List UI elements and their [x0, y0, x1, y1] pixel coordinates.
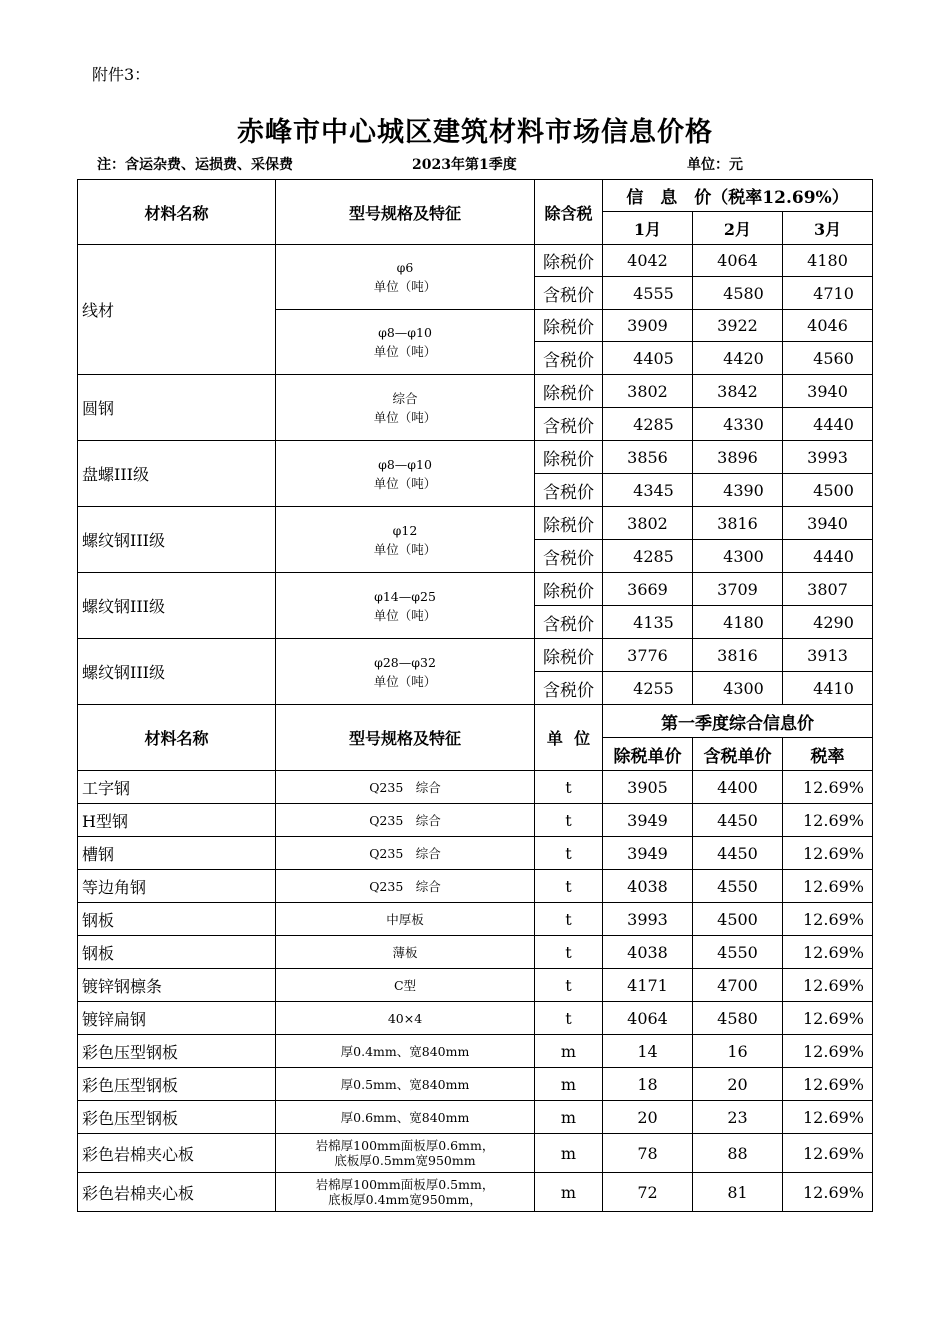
unit-cell: t	[535, 870, 603, 903]
col-header-month: 2月	[693, 212, 783, 245]
inc-price: 4580	[693, 1002, 783, 1035]
table-row	[78, 936, 873, 969]
spec-cell	[276, 1173, 535, 1212]
price-type-label: 除税价	[535, 639, 603, 672]
unit-cell: m	[535, 1134, 603, 1173]
spec-cell: 厚0.6mm、宽840mm	[276, 1101, 535, 1134]
price-value: 3816	[693, 507, 783, 540]
unit-cell: m	[535, 1035, 603, 1068]
inc-price: 81	[693, 1173, 783, 1212]
price-value: 3669	[603, 573, 693, 606]
tax-rate: 12.69%	[783, 837, 873, 870]
spec-size: φ8—φ10	[378, 325, 432, 340]
spec-cell	[276, 375, 535, 441]
spec-cell: Q235 综合	[276, 837, 535, 870]
ex-price: 4064	[603, 1002, 693, 1035]
tax-rate: 12.69%	[783, 903, 873, 936]
spec-unit: 单位（吨）	[373, 475, 437, 491]
price-value: 3709	[693, 573, 783, 606]
price-type-label: 含税价	[535, 342, 603, 375]
price-type-label: 除税价	[535, 245, 603, 277]
spec-cell	[276, 573, 535, 639]
material-name: 线材	[78, 245, 276, 375]
price-value: 4560	[783, 342, 873, 375]
spec-cell	[276, 639, 535, 705]
col-header-month: 3月	[783, 212, 873, 245]
tax-rate: 12.69%	[783, 804, 873, 837]
spec-cell: C型	[276, 969, 535, 1002]
price-value: 4255	[603, 672, 693, 705]
ex-price: 78	[603, 1134, 693, 1173]
price-value: 3816	[693, 639, 783, 672]
price-value: 4330	[693, 408, 783, 441]
price-value: 4555	[603, 277, 693, 310]
price-value: 4285	[603, 540, 693, 573]
price-type-label: 除税价	[535, 441, 603, 474]
tax-rate: 12.69%	[783, 1134, 873, 1173]
price-type-label: 含税价	[535, 540, 603, 573]
ex-price: 4171	[603, 969, 693, 1002]
inc-price: 4500	[693, 903, 783, 936]
tax-rate: 12.69%	[783, 870, 873, 903]
inc-price: 4450	[693, 804, 783, 837]
spec-unit: 单位（吨）	[373, 279, 437, 294]
table-row	[78, 771, 873, 804]
table-row	[78, 375, 873, 408]
spec-unit: 单位（吨）	[373, 409, 437, 425]
material-name: 盘螺III级	[78, 441, 276, 507]
spec-size: φ12	[392, 522, 418, 538]
unit-cell: t	[535, 1002, 603, 1035]
price-value: 3909	[603, 310, 693, 342]
material-name: 槽钢	[78, 837, 276, 870]
ex-price: 20	[603, 1101, 693, 1134]
table-row	[78, 507, 873, 540]
price-value: 4440	[783, 540, 873, 573]
material-name: 等边角钢	[78, 870, 276, 903]
tax-rate: 12.69%	[783, 771, 873, 804]
ex-price: 3949	[603, 804, 693, 837]
tax-rate: 12.69%	[783, 1101, 873, 1134]
period-label: 2023年第1季度	[412, 157, 517, 173]
price-type-label: 含税价	[535, 672, 603, 705]
price-value: 3802	[603, 375, 693, 408]
table-row	[78, 1035, 873, 1068]
price-type-label: 除税价	[535, 573, 603, 606]
page-title: 赤峰市中心城区建筑材料市场信息价格	[237, 117, 713, 148]
material-name: 钢板	[78, 936, 276, 969]
price-value: 4285	[603, 408, 693, 441]
ex-price: 3905	[603, 771, 693, 804]
spec-cell	[276, 507, 535, 573]
price-value: 4180	[783, 245, 873, 277]
col-header-quarter-price: 第一季度综合信息价	[603, 705, 873, 738]
currency-unit-label: 单位：元	[687, 157, 743, 173]
price-value: 3922	[693, 310, 783, 342]
cost-note: 注：含运杂费、运损费、采保费	[97, 157, 293, 173]
inc-price: 88	[693, 1134, 783, 1173]
price-value: 4410	[783, 672, 873, 705]
col-header-unit: 单 位	[535, 705, 603, 771]
tax-rate: 12.69%	[783, 936, 873, 969]
material-name: 镀锌钢檩条	[78, 969, 276, 1002]
material-name: 圆钢	[78, 375, 276, 441]
tax-rate: 12.69%	[783, 1068, 873, 1101]
table-row	[78, 804, 873, 837]
col-header-inc-price: 含税单价	[693, 738, 783, 771]
material-name: 钢板	[78, 903, 276, 936]
spec-unit: 单位（吨）	[373, 344, 437, 359]
price-value: 4300	[693, 540, 783, 573]
material-name: 螺纹钢III级	[78, 507, 276, 573]
spec-cell: Q235 综合	[276, 870, 535, 903]
price-value: 4500	[783, 474, 873, 507]
price-value: 3807	[783, 573, 873, 606]
material-name: 彩色岩棉夹心板	[78, 1134, 276, 1173]
spec-cell: 中厚板	[276, 903, 535, 936]
table-row	[78, 903, 873, 936]
spec-cell: 厚0.4mm、宽840mm	[276, 1035, 535, 1068]
price-value: 4440	[783, 408, 873, 441]
spec-cell	[276, 245, 535, 310]
table-row	[78, 870, 873, 903]
material-name: 彩色压型钢板	[78, 1068, 276, 1101]
table-row	[78, 1101, 873, 1134]
table-row	[78, 639, 873, 672]
spec-cell: 厚0.5mm、宽840mm	[276, 1068, 535, 1101]
price-type-label: 含税价	[535, 606, 603, 639]
tax-rate: 12.69%	[783, 1002, 873, 1035]
col-header-name: 材料名称	[78, 180, 276, 245]
spec-line: 底板厚0.4mm宽950mm，	[328, 1192, 482, 1207]
unit-cell: t	[535, 771, 603, 804]
unit-cell: m	[535, 1068, 603, 1101]
ex-price: 4038	[603, 936, 693, 969]
price-value: 4135	[603, 606, 693, 639]
ex-price: 4038	[603, 870, 693, 903]
ex-price: 18	[603, 1068, 693, 1101]
material-name: 彩色压型钢板	[78, 1101, 276, 1134]
price-value: 3940	[783, 375, 873, 408]
attachment-label: 附件3：	[92, 65, 151, 84]
price-value: 4710	[783, 277, 873, 310]
table-row	[78, 837, 873, 870]
material-name: 彩色压型钢板	[78, 1035, 276, 1068]
price-value: 3842	[693, 375, 783, 408]
tax-rate: 12.69%	[783, 969, 873, 1002]
col-header-ex-price: 除税单价	[603, 738, 693, 771]
spec-cell: 薄板	[276, 936, 535, 969]
unit-cell: m	[535, 1173, 603, 1212]
inc-price: 23	[693, 1101, 783, 1134]
tax-rate: 12.69%	[783, 1035, 873, 1068]
price-type-label: 除税价	[535, 507, 603, 540]
table-row	[78, 1134, 873, 1173]
price-value: 3776	[603, 639, 693, 672]
price-value: 4042	[603, 245, 693, 277]
spec-size: φ6	[396, 260, 414, 275]
col-header-spec: 型号规格及特征	[276, 705, 535, 771]
unit-cell: t	[535, 837, 603, 870]
unit-cell: t	[535, 969, 603, 1002]
price-value: 3896	[693, 441, 783, 474]
spec-cell: 40×4	[276, 1002, 535, 1035]
table-row	[78, 1068, 873, 1101]
price-table	[77, 179, 873, 1212]
price-value: 4290	[783, 606, 873, 639]
price-value: 4300	[693, 672, 783, 705]
price-value: 3993	[783, 441, 873, 474]
spec-line: 岩棉厚100mm面板厚0.6mm，	[315, 1138, 495, 1153]
inc-price: 4550	[693, 870, 783, 903]
spec-unit: 单位（吨）	[373, 673, 437, 689]
ex-price: 14	[603, 1035, 693, 1068]
price-value: 4405	[603, 342, 693, 375]
price-type-label: 含税价	[535, 277, 603, 310]
spec-line: 底板厚0.5mm宽950mm	[334, 1153, 476, 1168]
inc-price: 4550	[693, 936, 783, 969]
table-row	[78, 573, 873, 606]
spec-cell: Q235 综合	[276, 804, 535, 837]
spec-cell	[276, 1134, 535, 1173]
material-name: 工字钢	[78, 771, 276, 804]
table-row	[78, 1173, 873, 1212]
spec-size: 综合	[392, 390, 418, 406]
price-value: 4046	[783, 310, 873, 342]
col-header-spec: 型号规格及特征	[276, 180, 535, 245]
inc-price: 16	[693, 1035, 783, 1068]
material-name: 镀锌扁钢	[78, 1002, 276, 1035]
table-row	[78, 245, 873, 277]
inc-price: 4700	[693, 969, 783, 1002]
inc-price: 4400	[693, 771, 783, 804]
inc-price: 4450	[693, 837, 783, 870]
spec-unit: 单位（吨）	[373, 607, 437, 623]
col-header-name: 材料名称	[78, 705, 276, 771]
spec-cell: Q235 综合	[276, 771, 535, 804]
price-value: 4390	[693, 474, 783, 507]
tax-rate: 12.69%	[783, 1173, 873, 1212]
header-row	[78, 180, 873, 212]
price-value: 3940	[783, 507, 873, 540]
price-type-label: 含税价	[535, 474, 603, 507]
price-type-label: 含税价	[535, 408, 603, 441]
unit-cell: t	[535, 903, 603, 936]
material-name: 螺纹钢III级	[78, 639, 276, 705]
spec-size: φ28—φ32	[374, 654, 436, 670]
unit-cell: m	[535, 1101, 603, 1134]
ex-price: 3993	[603, 903, 693, 936]
col-header-tax: 除含税	[535, 180, 603, 245]
col-header-month: 1月	[603, 212, 693, 245]
price-type-label: 除税价	[535, 375, 603, 408]
header-row	[78, 705, 873, 738]
unit-cell: t	[535, 804, 603, 837]
spec-unit: 单位（吨）	[373, 541, 437, 557]
spec-line: 岩棉厚100mm面板厚0.5mm，	[315, 1177, 495, 1192]
ex-price: 3949	[603, 837, 693, 870]
table-row	[78, 969, 873, 1002]
price-value: 3913	[783, 639, 873, 672]
price-type-label: 除税价	[535, 310, 603, 342]
spec-cell	[276, 441, 535, 507]
material-name: 螺纹钢III级	[78, 573, 276, 639]
col-header-info-price: 信 息 价（税率12.69%）	[603, 180, 873, 212]
spec-size: φ14—φ25	[374, 588, 436, 604]
table-row	[78, 1002, 873, 1035]
price-value: 4580	[693, 277, 783, 310]
unit-cell: t	[535, 936, 603, 969]
price-value: 4064	[693, 245, 783, 277]
price-value: 4180	[693, 606, 783, 639]
table-row	[78, 441, 873, 474]
spec-cell	[276, 310, 535, 375]
col-header-rate: 税率	[783, 738, 873, 771]
material-name: H型钢	[78, 804, 276, 837]
material-name: 彩色岩棉夹心板	[78, 1173, 276, 1212]
ex-price: 72	[603, 1173, 693, 1212]
spec-size: φ8—φ10	[378, 456, 432, 472]
price-value: 4420	[693, 342, 783, 375]
inc-price: 20	[693, 1068, 783, 1101]
price-value: 3856	[603, 441, 693, 474]
price-value: 4345	[603, 474, 693, 507]
price-value: 3802	[603, 507, 693, 540]
